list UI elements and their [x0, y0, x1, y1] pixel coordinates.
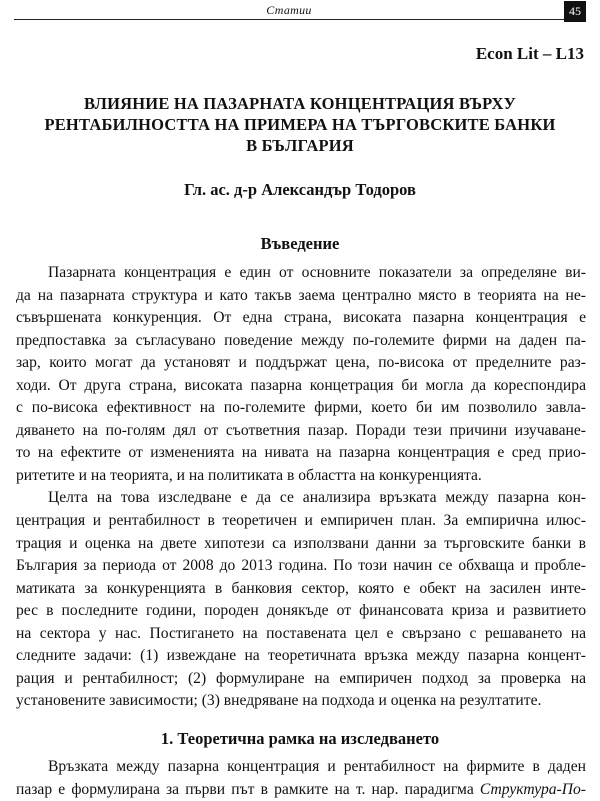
paragraph-line: Целта на това изследване е да се анализира връзката между пазарна кон-: [48, 489, 586, 507]
paragraph-text: пазар е формулирана за първи път в рамките на т. нар. парадигма: [16, 780, 480, 798]
introduction-heading: Въведение: [260, 234, 340, 253]
jel-classification: Econ Lit – L13: [475, 44, 584, 63]
title-line: ВЛИЯНИЕ НА ПАЗАРНАТА КОНЦЕНТРАЦИЯ ВЪРХУ: [84, 94, 516, 113]
paragraph-line: рес в последните години, породен донякъде от финансовата криза и развитието: [16, 602, 586, 620]
paragraph-line: Пазарната концентрация е един от основните показатели за определяне ви-: [48, 264, 586, 281]
paragraph-line: следните задачи: (1) извеждане на теоретичната връзка между пазарна концент-: [16, 647, 586, 665]
paragraph-line: ритетите и на теорията, и на политиката в областта на конкуренцията.: [16, 466, 482, 484]
paragraph-line: зар, които могат да установят и поддържат цена, по-висока от пределните раз-: [16, 354, 586, 372]
paragraph-line: съвършената конкуренция. От една страна, високата пазарна концентрация е: [16, 309, 586, 327]
running-header: [14, 0, 586, 22]
paradigm-term: Структура-По-: [479, 780, 586, 798]
header-rule: [14, 19, 566, 20]
section-body: [0, 756, 600, 801]
paragraph-line: ходи. От друга страна, високата пазарна концетрация би могла да кореспондира: [16, 376, 586, 394]
paragraph-line: с по-висока ефективност на по-големите фирми, което би им позволило завла-: [16, 399, 586, 417]
article-title: [40, 93, 560, 156]
section-label: Статии: [266, 3, 312, 17]
paragraph-line: България за периода от 2008 до 2013 година. По този начин се обхваща и пробле-: [16, 557, 586, 575]
paragraph-line: дяването на по-голям дял от съответния пазар. Поради тези причини изучаване-: [16, 421, 586, 439]
paragraph-line: да на пазарната структура и като такъв заема централно място в теорията на не-: [16, 286, 586, 304]
paragraph-line: предпоставка за съгласувано поведение между по-големите фирми на даден па-: [16, 331, 586, 349]
paragraph-line: [0, 779, 600, 801]
paragraph-line: то на ефектите от измененията на нивата на пазарна концентрация е сред прио-: [16, 444, 586, 462]
page-number: 45: [564, 1, 586, 22]
paragraph-line: Връзката между пазарна концентрация и рентабилност на фирмите в даден: [48, 758, 586, 775]
paragraph-line: центрация и рентабилност в теоретичен и емпиричен план. За емпирична илюс-: [16, 512, 586, 530]
paragraph-line: трация и оценка на двете хипотези са използвани данни за търговските банки в: [16, 534, 586, 552]
title-line: В БЪЛГАРИЯ: [246, 136, 354, 155]
author-name: Гл. ас. д-р Александър Тодоров: [184, 180, 416, 199]
section-heading: 1. Теоретична рамка на изследването: [160, 729, 440, 748]
paragraph-line: установените зависимости; (3) внедряване на подхода и оценка на резултатите.: [16, 692, 542, 710]
introduction-body: [0, 262, 600, 713]
paragraph-line: рация и рентабилност; (2) формулиране на емпиричен подход за проверка на: [16, 669, 586, 687]
paragraph-line: матиката за конкуренцията в банковия сектор, която е обект на засилен инте-: [16, 579, 586, 597]
paragraph-line: на сектора у нас. Постигането на поставената цел е свързано с решаването на: [16, 624, 586, 642]
title-line: РЕНТАБИЛНОСТТА НА ПРИМЕРА НА ТЪРГОВСКИТЕ БАНКИ: [44, 115, 556, 134]
